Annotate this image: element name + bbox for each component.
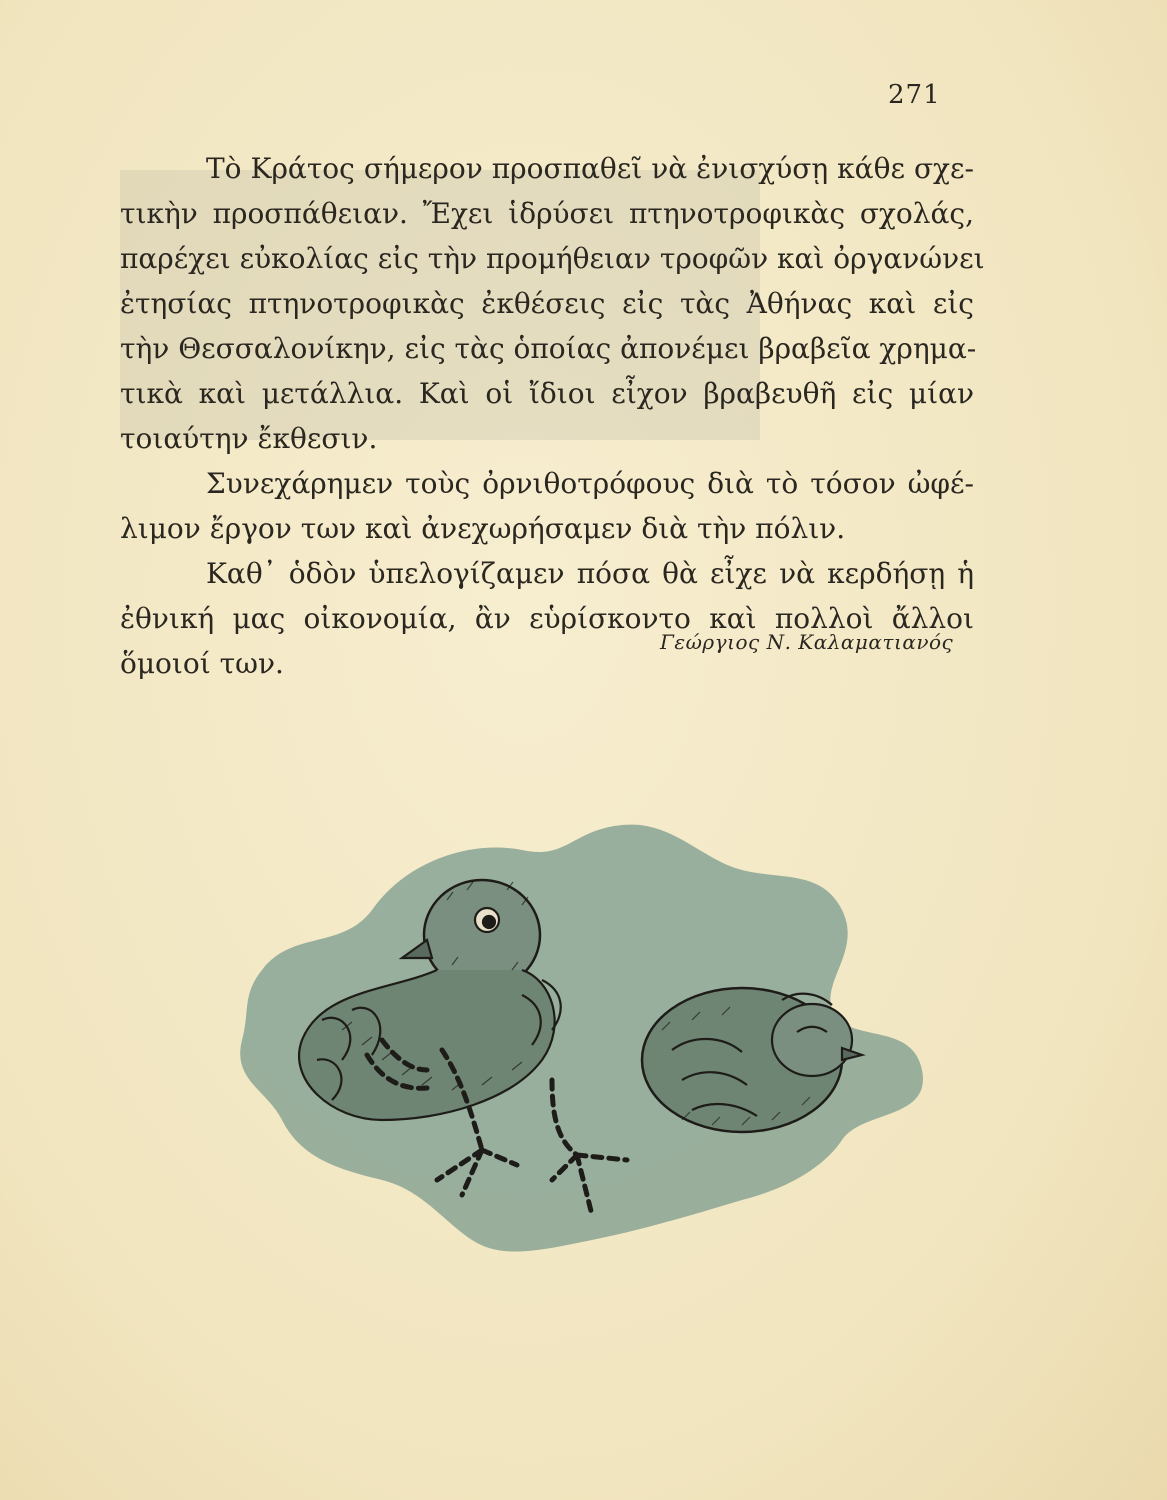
chicks-illustration: [222, 820, 942, 1260]
text-line: τοιαύτην ἔκθεσιν.: [120, 422, 378, 455]
text-line: ἐθνική μας οἰκονομία, ἂν εὑρίσκοντο καὶ πολλοὶ ἄλλοι: [120, 602, 974, 635]
paragraph-2: [120, 461, 974, 551]
text-line: τικὰ καὶ μετάλλια. Καὶ οἱ ἴδιοι εἶχον βραβευθῆ εἰς μίαν: [120, 377, 974, 410]
text-line: Τὸ Κράτος σήμερον προσπαθεῖ νὰ ἐνισχύσῃ κάθε σχε-: [206, 152, 974, 185]
author-signature: Γεώργιος Ν. Καλαματιανός: [660, 630, 954, 654]
text-line: τικὴν προσπάθειαν. Ἔχει ἱδρύσει πτηνοτροφικὰς σχολάς,: [120, 197, 974, 230]
text-line: παρέχει εὐκολίας εἰς τὴν προμήθειαν τροφῶν καὶ ὀργανώνει: [120, 242, 985, 275]
body-text: [120, 146, 985, 686]
paragraph-1: [120, 146, 985, 461]
text-line: Συνεχάρημεν τοὺς ὀρνιθοτρόφους διὰ τὸ τόσον ὠφέ-: [206, 467, 974, 500]
paragraph-3: [120, 551, 974, 686]
text-line: τὴν Θεσσαλονίκην, εἰς τὰς ὁποίας ἀπονέμει βραβεῖα χρημα-: [120, 332, 977, 365]
text-line: λιμον ἔργον των καὶ ἀνεχωρήσαμεν διὰ τὴν πόλιν.: [120, 512, 846, 545]
text-line: ὅμοιοί των.: [120, 647, 284, 680]
text-line: ἐτησίας πτηνοτροφικὰς ἐκθέσεις εἰς τὰς Ἀθήνας καὶ εἰς: [120, 287, 974, 320]
page-number: 271: [888, 80, 941, 110]
text-line: Καθ᾽ ὁδὸν ὑπελογίζαμεν πόσα θὰ εἶχε νὰ κερδήσῃ ἡ: [206, 557, 974, 590]
